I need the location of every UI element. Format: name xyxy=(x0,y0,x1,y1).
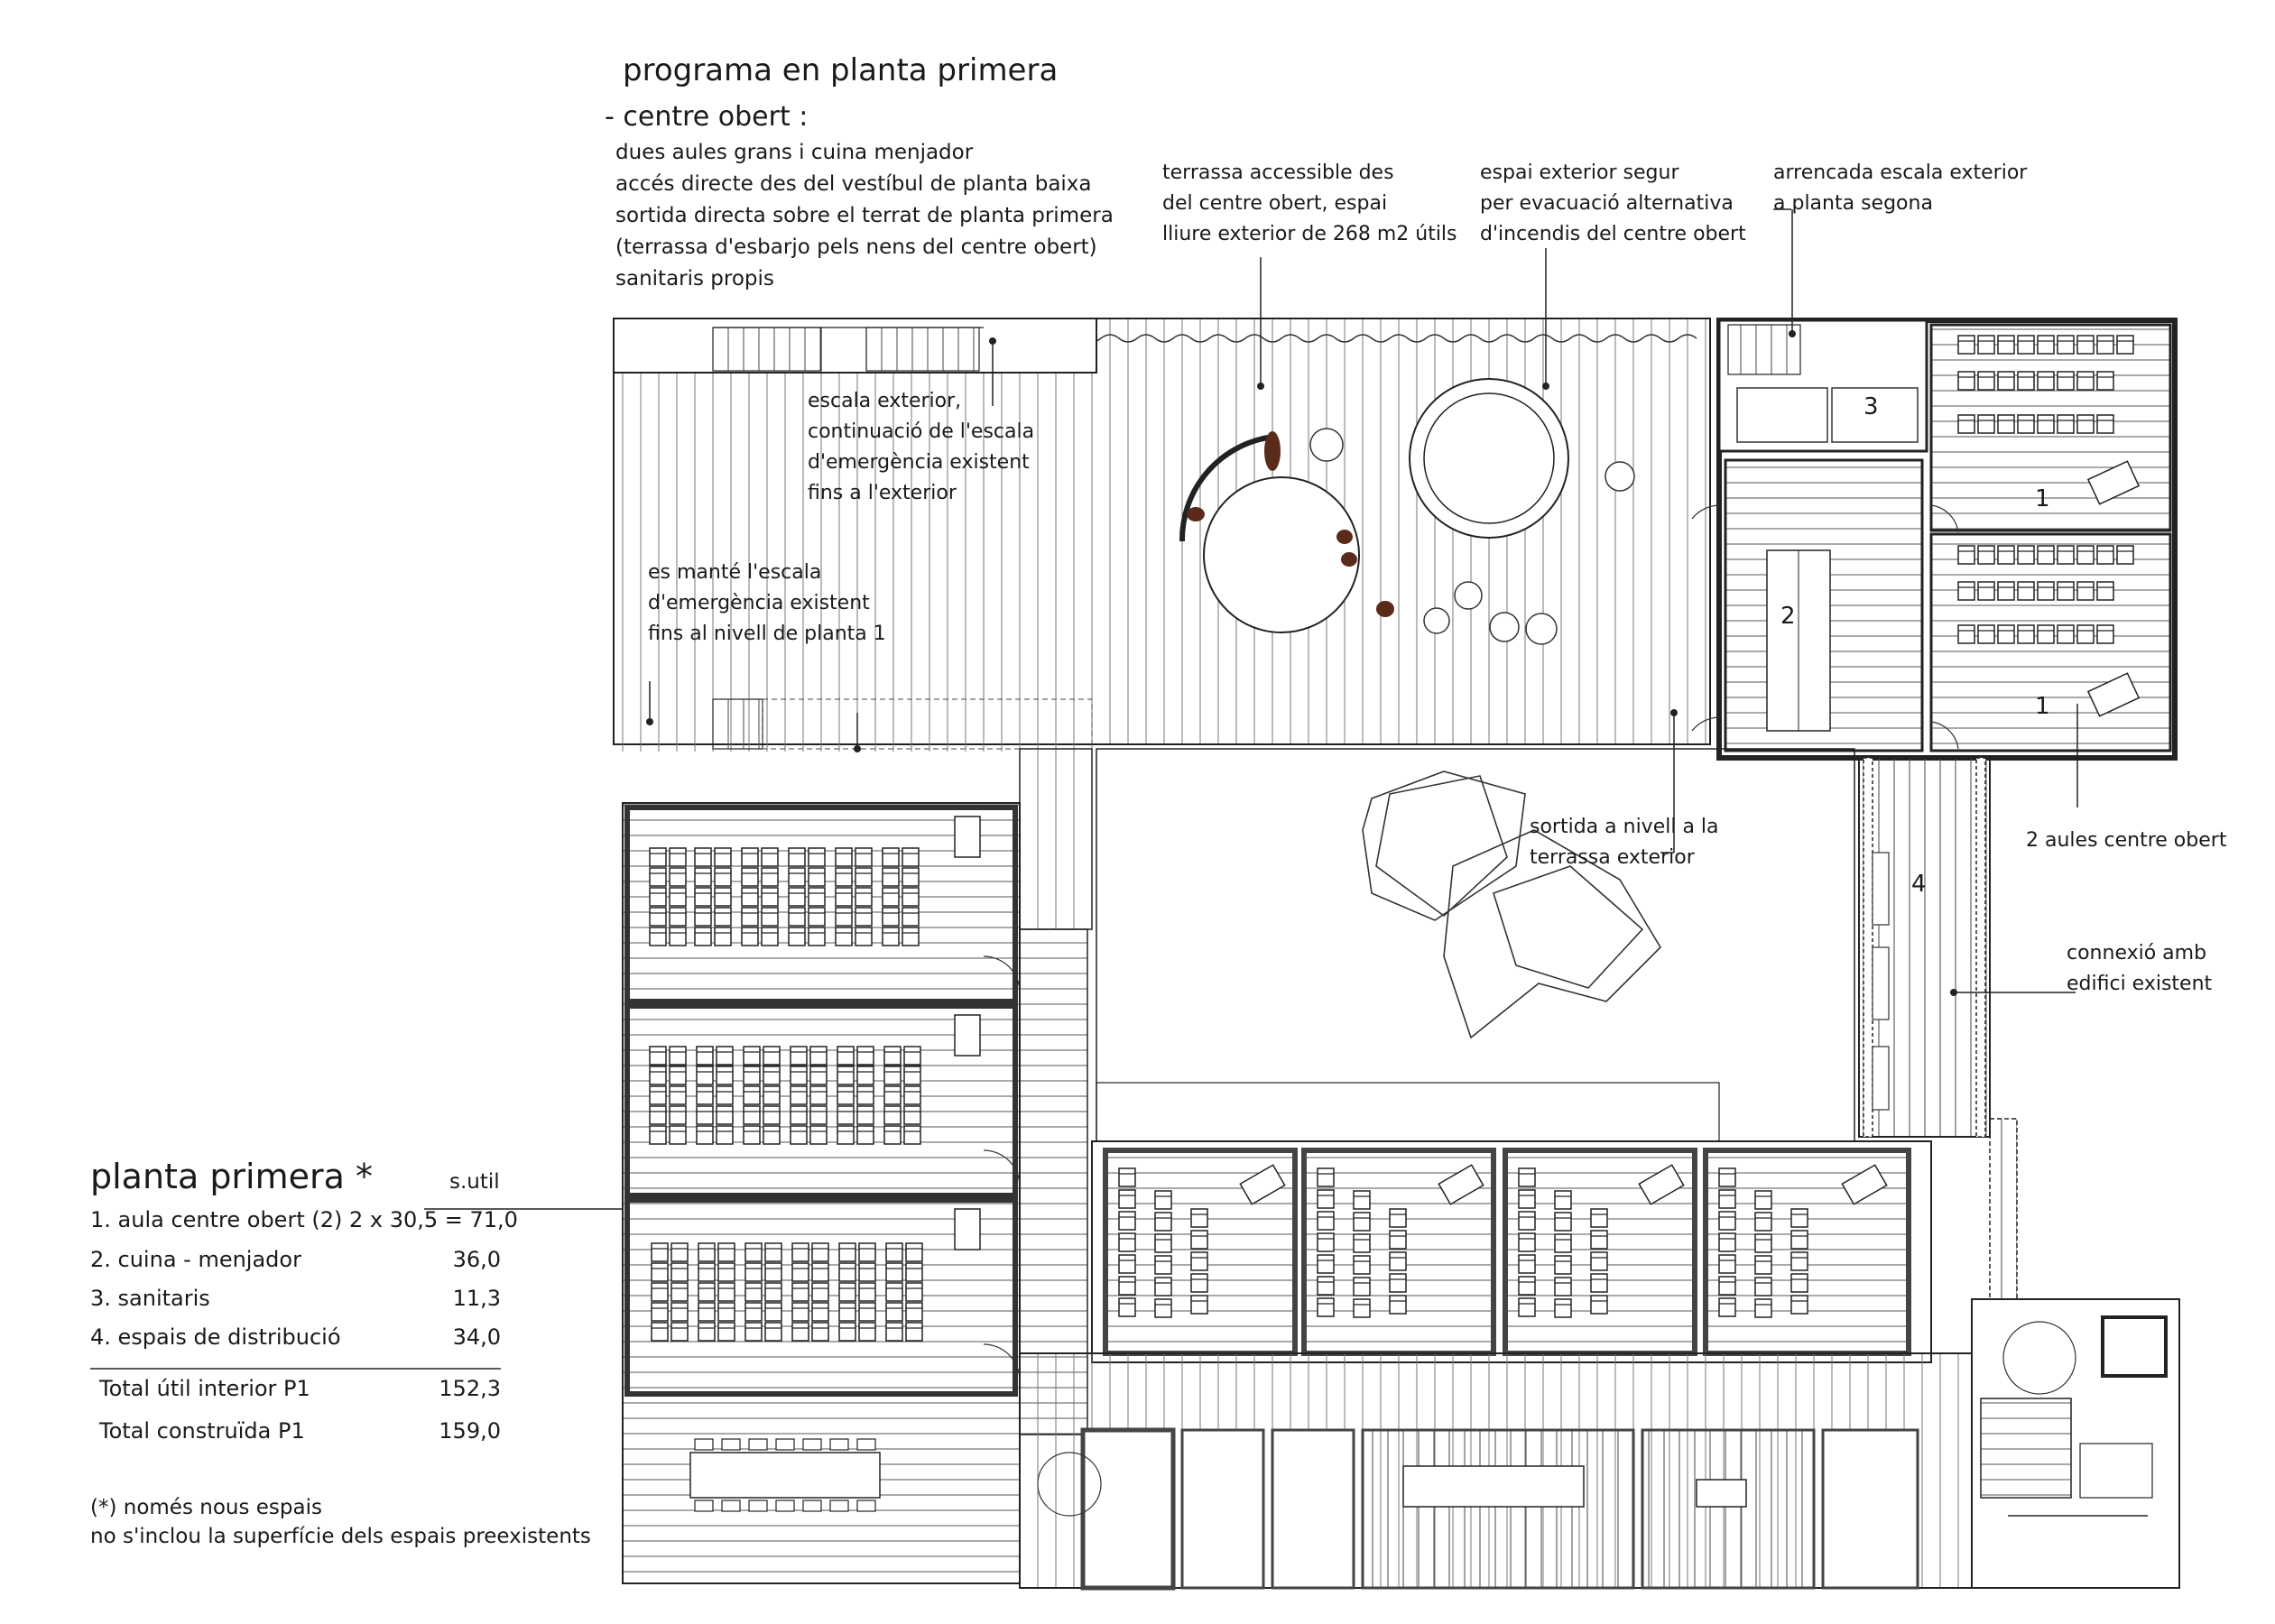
total-value: 152,3 xyxy=(439,1376,501,1401)
annotation-line: es manté l'escala xyxy=(648,561,822,584)
table-footnote xyxy=(90,1493,591,1551)
annotation-exit xyxy=(1530,812,1719,873)
total-value: 159,0 xyxy=(439,1418,501,1444)
program-title: programa en planta primera xyxy=(623,52,1059,88)
annotation-line: d'incendis del centre obert xyxy=(1480,223,1746,245)
room-number-classroom: 1 xyxy=(2035,485,2050,512)
footnote-line: no s'inclou la superfície dels espais preexistents xyxy=(90,1525,591,1548)
annotation-connection xyxy=(2067,938,2212,1000)
row-label: 3. sanitaris xyxy=(90,1286,210,1311)
annotation-line: edifici existent xyxy=(2067,973,2213,995)
program-lines xyxy=(615,137,1114,295)
annotation-classrooms xyxy=(2026,826,2226,856)
row-value: 34,0 xyxy=(452,1324,501,1350)
annotation-line: sortida a nivell a la xyxy=(1530,816,1719,838)
table-row xyxy=(90,1207,518,1232)
total-label: Total construïda P1 xyxy=(99,1418,305,1444)
table-title: planta primera * xyxy=(90,1157,373,1196)
annotation-line: fins al nivell de planta 1 xyxy=(648,623,886,645)
room-number-toilets: 3 xyxy=(1863,393,1879,420)
program-line: accés directe des del vestíbul de planta baixa xyxy=(615,172,1092,196)
annotation-evacuation xyxy=(1480,158,1746,250)
annotation-line: escala exterior, xyxy=(808,390,962,412)
row-label: 1. aula centre obert (2) 2 x 30,5 = 71,0 xyxy=(90,1207,518,1232)
annotation-line: espai exterior segur xyxy=(1480,161,1679,184)
table-row xyxy=(90,1247,501,1272)
annotation-line: connexió amb xyxy=(2067,942,2207,964)
table-total-row xyxy=(99,1418,501,1444)
annotation-line: 2 aules centre obert xyxy=(2026,829,2227,852)
room-number-classroom: 1 xyxy=(2035,693,2050,720)
annotation-stair-start xyxy=(1773,158,2027,219)
row-value: 36,0 xyxy=(452,1247,501,1272)
annotation-line: del centre obert, espai xyxy=(1162,192,1388,215)
footnote-line: (*) només nous espais xyxy=(90,1496,322,1519)
centre-obert-block xyxy=(1692,320,2175,758)
annotation-line: a planta segona xyxy=(1773,192,1933,215)
annotation-line: continuació de l'escala xyxy=(808,420,1035,443)
stair-zone xyxy=(614,318,1096,752)
row-label: 2. cuina - menjador xyxy=(90,1247,301,1272)
program-subtitle: - centre obert : xyxy=(605,101,809,133)
bottom-classrooms xyxy=(1092,1141,1931,1362)
annotation-line: arrencada escala exterior xyxy=(1773,161,2028,184)
program-line: sanitaris propis xyxy=(615,267,774,291)
room-number-corridor: 4 xyxy=(1911,871,1927,898)
annotation-line: d'emergència existent xyxy=(648,592,870,614)
annotation-emergency-stair xyxy=(648,558,886,650)
room-number-kitchen: 2 xyxy=(1780,603,1796,630)
table-total-row xyxy=(99,1376,501,1401)
program-line: dues aules grans i cuina menjador xyxy=(615,141,974,164)
row-value: 11,3 xyxy=(452,1286,501,1311)
program-line: (terrassa d'esbarjo pels nens del centre obert) xyxy=(615,235,1097,259)
table-unit-header: s.util xyxy=(449,1170,500,1194)
annotation-line: fins a l'exterior xyxy=(808,482,957,504)
annotation-terrace xyxy=(1162,158,1457,250)
program-line: sortida directa sobre el terrat de planta primera xyxy=(615,204,1114,227)
annotation-ext-stair xyxy=(808,386,1034,509)
annotation-line: terrassa exterior xyxy=(1530,846,1695,869)
annotation-line: terrassa accessible des xyxy=(1162,161,1394,184)
row-label: 4. espais de distribució xyxy=(90,1324,341,1350)
table-row xyxy=(90,1324,501,1350)
left-classrooms xyxy=(623,803,1020,1583)
total-label: Total útil interior P1 xyxy=(99,1376,310,1401)
annotation-line: lliure exterior de 268 m2 útils xyxy=(1162,223,1457,245)
table-row xyxy=(90,1286,501,1311)
annotation-line: d'emergència existent xyxy=(808,451,1030,474)
annotation-line: per evacuació alternativa xyxy=(1480,192,1734,215)
